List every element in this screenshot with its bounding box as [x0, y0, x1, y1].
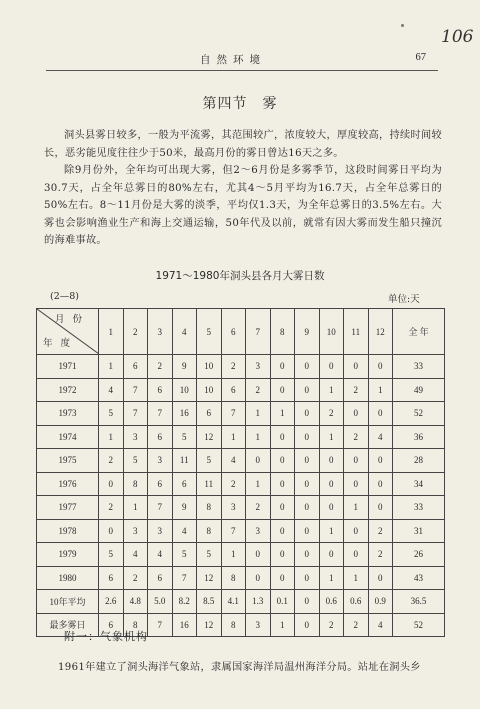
table-cell: 12	[197, 566, 222, 590]
table-cell: 3	[123, 425, 148, 449]
table-cell: 4	[368, 425, 393, 449]
row-label: 1976	[37, 472, 99, 496]
row-label: 1973	[37, 402, 99, 426]
table-cell: 7	[123, 378, 148, 402]
table-cell: 2.6	[99, 590, 124, 614]
table-cell: 2	[368, 519, 393, 543]
table-cell: 8	[123, 472, 148, 496]
ink-dot	[401, 24, 404, 27]
table-cell: 0	[270, 355, 295, 379]
column-header: 全 年	[393, 309, 445, 355]
table-row	[37, 355, 445, 379]
table-cell: 0	[319, 449, 344, 473]
table-cell: 0	[270, 566, 295, 590]
column-header: 12	[368, 309, 393, 355]
table-cell: 1.3	[246, 590, 271, 614]
table-cell: 1	[221, 543, 246, 567]
table-cell: 5	[123, 449, 148, 473]
table-cell: 0	[368, 449, 393, 473]
handwritten-page-number: 106	[441, 27, 474, 47]
table-cell: 4	[221, 449, 246, 473]
table-cell: 5	[172, 425, 197, 449]
row-label: 1977	[37, 496, 99, 520]
table-cell: 2	[368, 543, 393, 567]
table-cell: 2	[99, 449, 124, 473]
table-cell: 6	[123, 355, 148, 379]
table-cell: 3	[246, 355, 271, 379]
table-row	[37, 519, 445, 543]
table-cell: 7	[148, 402, 173, 426]
table-cell: 0	[270, 519, 295, 543]
column-header: 4	[172, 309, 197, 355]
table-cell: 33	[393, 496, 445, 520]
table-cell: 7	[123, 402, 148, 426]
table-cell: 2	[148, 355, 173, 379]
section-title: 第四节 雾	[202, 96, 278, 112]
table-cell: 2	[99, 496, 124, 520]
table-cell: 1	[99, 425, 124, 449]
table-cell: 9	[172, 355, 197, 379]
table-cell: 0.6	[344, 590, 369, 614]
table-unit: 单位:天	[388, 294, 420, 305]
table-cell: 5	[99, 402, 124, 426]
table-cell: 0	[368, 355, 393, 379]
table-cell: 0	[295, 519, 320, 543]
table-row	[37, 566, 445, 590]
corner-year-label: 年度	[43, 339, 79, 349]
table-cell: 5	[197, 449, 222, 473]
table-cell: 8	[123, 613, 148, 637]
row-label: 10年平均	[37, 590, 99, 614]
table-cell: 2	[221, 355, 246, 379]
table-cell: 16	[172, 613, 197, 637]
table-cell: 7	[148, 496, 173, 520]
table-cell: 43	[393, 566, 445, 590]
table-cell: 4	[148, 543, 173, 567]
table-cell: 4	[172, 519, 197, 543]
table-cell: 11	[197, 472, 222, 496]
table-cell: 6	[148, 566, 173, 590]
table-cell: 0	[319, 355, 344, 379]
appendix-title: 附一：气象机构	[64, 630, 148, 643]
table-cell: 0	[99, 519, 124, 543]
column-header: 5	[197, 309, 222, 355]
table-row	[37, 402, 445, 426]
table-cell: 0	[368, 472, 393, 496]
table-cell: 0	[295, 472, 320, 496]
paragraph-1: 洞头县雾日较多，一般为平流雾，其范围较广，浓度较大，厚度较高，持续时间较长，恶劣能见度往往少于50米，最高月份的雾日曾达16天之多。	[44, 130, 442, 159]
table-cell: 52	[393, 402, 445, 426]
table-cell: 1	[344, 496, 369, 520]
column-header: 10	[319, 309, 344, 355]
table-cell: 0	[344, 519, 369, 543]
table-cell: 1	[99, 355, 124, 379]
table-cell: 2	[319, 613, 344, 637]
table-cell: 1	[319, 566, 344, 590]
table-cell: 6	[99, 613, 124, 637]
table-cell: 1	[246, 472, 271, 496]
table-cell: 0	[344, 355, 369, 379]
table-cell: 10	[172, 378, 197, 402]
table-cell: 8	[197, 519, 222, 543]
table-cell: 0	[295, 590, 320, 614]
table-row	[37, 590, 445, 614]
paragraph-2: 除9月份外，全年均可出现大雾，但2～6月份是多雾季节，这段时间雾日平均为30.7天，占全年总雾日的80%左右，尤其4～5月平均为16.7天，占全年总雾日的50%左右。8～11月份是大雾的淡季，平均仅1.3天，为全年总雾日的3.5%左右。大雾也会影响渔业生产和海上交通运输，50年代及以前，就常有因大雾而发生船只撞沉的海难事故。	[44, 165, 442, 246]
table-header-row	[37, 309, 445, 355]
row-label: 1972	[37, 378, 99, 402]
table-cell: 0	[368, 402, 393, 426]
row-label: 1980	[37, 566, 99, 590]
table-cell: 0.9	[368, 590, 393, 614]
table-cell: 8.5	[197, 590, 222, 614]
table-row	[37, 425, 445, 449]
table-cell: 6	[148, 425, 173, 449]
table-cell: 12	[197, 613, 222, 637]
table-cell: 4	[99, 378, 124, 402]
table-cell: 0	[270, 449, 295, 473]
row-label: 最多雾日	[37, 613, 99, 637]
table-cell: 2	[344, 378, 369, 402]
table-cell: 0	[295, 449, 320, 473]
table-cell: 10	[197, 355, 222, 379]
table-cell: 2	[246, 496, 271, 520]
column-header: 1	[99, 309, 124, 355]
table-row	[37, 496, 445, 520]
table-cell: 1	[344, 566, 369, 590]
table-cell: 0	[295, 566, 320, 590]
row-label: 1979	[37, 543, 99, 567]
column-header: 9	[295, 309, 320, 355]
table-cell: 0	[344, 543, 369, 567]
running-header	[60, 52, 438, 68]
table-cell: 6	[221, 378, 246, 402]
table-cell: 6	[197, 402, 222, 426]
table-cell: 3	[148, 449, 173, 473]
table-cell: 26	[393, 543, 445, 567]
table-cell: 36.5	[393, 590, 445, 614]
table-cell: 1	[246, 425, 271, 449]
header-section-name: 自然环境	[200, 54, 266, 66]
table-cell: 2	[246, 378, 271, 402]
table-cell: 0	[270, 496, 295, 520]
table-cell: 52	[393, 613, 445, 637]
row-label: 1975	[37, 449, 99, 473]
table-cell: 8	[221, 613, 246, 637]
table-cell: 4	[123, 543, 148, 567]
table-cell: 0	[270, 425, 295, 449]
table-cell: 8	[221, 566, 246, 590]
column-header: 6	[221, 309, 246, 355]
table-cell: 0	[368, 496, 393, 520]
table-cell: 5	[172, 543, 197, 567]
table-cell: 0	[319, 543, 344, 567]
table-cell: 1	[123, 496, 148, 520]
table-cell: 0.6	[319, 590, 344, 614]
table-cell: 0	[295, 402, 320, 426]
table-cell: 5.0	[148, 590, 173, 614]
table-cell: 8.2	[172, 590, 197, 614]
table-cell: 8	[197, 496, 222, 520]
table-cell: 16	[172, 402, 197, 426]
table-cell: 0	[295, 543, 320, 567]
table-cell: 1	[270, 402, 295, 426]
table-cell: 0	[295, 613, 320, 637]
table-cell: 4.1	[221, 590, 246, 614]
table-cell: 0	[295, 496, 320, 520]
table-cell: 7	[172, 566, 197, 590]
corner-month-label: 月份	[54, 315, 90, 325]
table-cell: 2	[344, 613, 369, 637]
table-cell: 1	[319, 378, 344, 402]
table-cell: 3	[246, 519, 271, 543]
table-cell: 4.8	[123, 590, 148, 614]
column-header: 11	[344, 309, 369, 355]
table-cell: 36	[393, 425, 445, 449]
table-cell: 28	[393, 449, 445, 473]
table-id: (2—8)	[50, 291, 80, 302]
column-header: 7	[246, 309, 271, 355]
table-cell: 1	[319, 425, 344, 449]
table-cell: 0	[344, 402, 369, 426]
table-cell: 4	[368, 613, 393, 637]
table-cell: 7	[221, 519, 246, 543]
table-cell: 7	[148, 613, 173, 637]
table-cell: 0	[295, 425, 320, 449]
table-cell: 10	[197, 378, 222, 402]
table-cell: 5	[99, 543, 124, 567]
table-cell: 3	[148, 519, 173, 543]
table-cell: 0	[319, 496, 344, 520]
table-cell: 6	[148, 472, 173, 496]
table-cell: 1	[246, 402, 271, 426]
table-cell: 3	[246, 613, 271, 637]
row-label: 1978	[37, 519, 99, 543]
table-cell: 33	[393, 355, 445, 379]
table-cell: 2	[123, 566, 148, 590]
table-cell: 0	[295, 378, 320, 402]
table-cell: 0	[99, 472, 124, 496]
table-cell: 6	[172, 472, 197, 496]
table-cell: 5	[197, 543, 222, 567]
header-page-number: 67	[415, 52, 426, 63]
table-cell: 0.1	[270, 590, 295, 614]
table-cell: 1	[319, 519, 344, 543]
table-cell: 0	[368, 566, 393, 590]
table-cell: 49	[393, 378, 445, 402]
table-cell: 0	[270, 378, 295, 402]
table-cell: 9	[172, 496, 197, 520]
closing-paragraph: 1961年建立了洞头海洋气象站，隶属国家海洋局温州海洋分局。站址在洞头乡	[58, 662, 421, 673]
fog-days-table	[36, 308, 445, 637]
table-row	[37, 472, 445, 496]
table-cell: 0	[246, 543, 271, 567]
table-cell: 1	[270, 613, 295, 637]
table-cell: 3	[221, 496, 246, 520]
table-cell: 31	[393, 519, 445, 543]
header-rule	[46, 70, 438, 71]
table-row	[37, 543, 445, 567]
table-cell: 0	[270, 543, 295, 567]
table-row	[37, 378, 445, 402]
table-cell: 11	[172, 449, 197, 473]
table-cell: 7	[221, 402, 246, 426]
table-cell: 3	[123, 519, 148, 543]
table-cell: 0	[270, 472, 295, 496]
table-cell: 0	[295, 355, 320, 379]
column-header: 3	[148, 309, 173, 355]
table-cell: 2	[319, 402, 344, 426]
table-corner-cell	[37, 309, 99, 355]
column-header: 8	[270, 309, 295, 355]
table-cell: 1	[221, 425, 246, 449]
table-title: 1971～1980年洞头县各月大雾日数	[155, 270, 325, 282]
table-row	[37, 449, 445, 473]
column-header: 2	[123, 309, 148, 355]
table-cell: 1	[368, 378, 393, 402]
table-cell: 0	[344, 472, 369, 496]
row-label: 1971	[37, 355, 99, 379]
table-cell: 0	[246, 566, 271, 590]
table-cell: 6	[148, 378, 173, 402]
table-cell: 2	[344, 425, 369, 449]
table-cell: 34	[393, 472, 445, 496]
table-cell: 0	[319, 472, 344, 496]
table-cell: 6	[99, 566, 124, 590]
table-cell: 2	[221, 472, 246, 496]
table-cell: 0	[344, 449, 369, 473]
table-cell: 12	[197, 425, 222, 449]
row-label: 1974	[37, 425, 99, 449]
table-cell: 0	[246, 449, 271, 473]
